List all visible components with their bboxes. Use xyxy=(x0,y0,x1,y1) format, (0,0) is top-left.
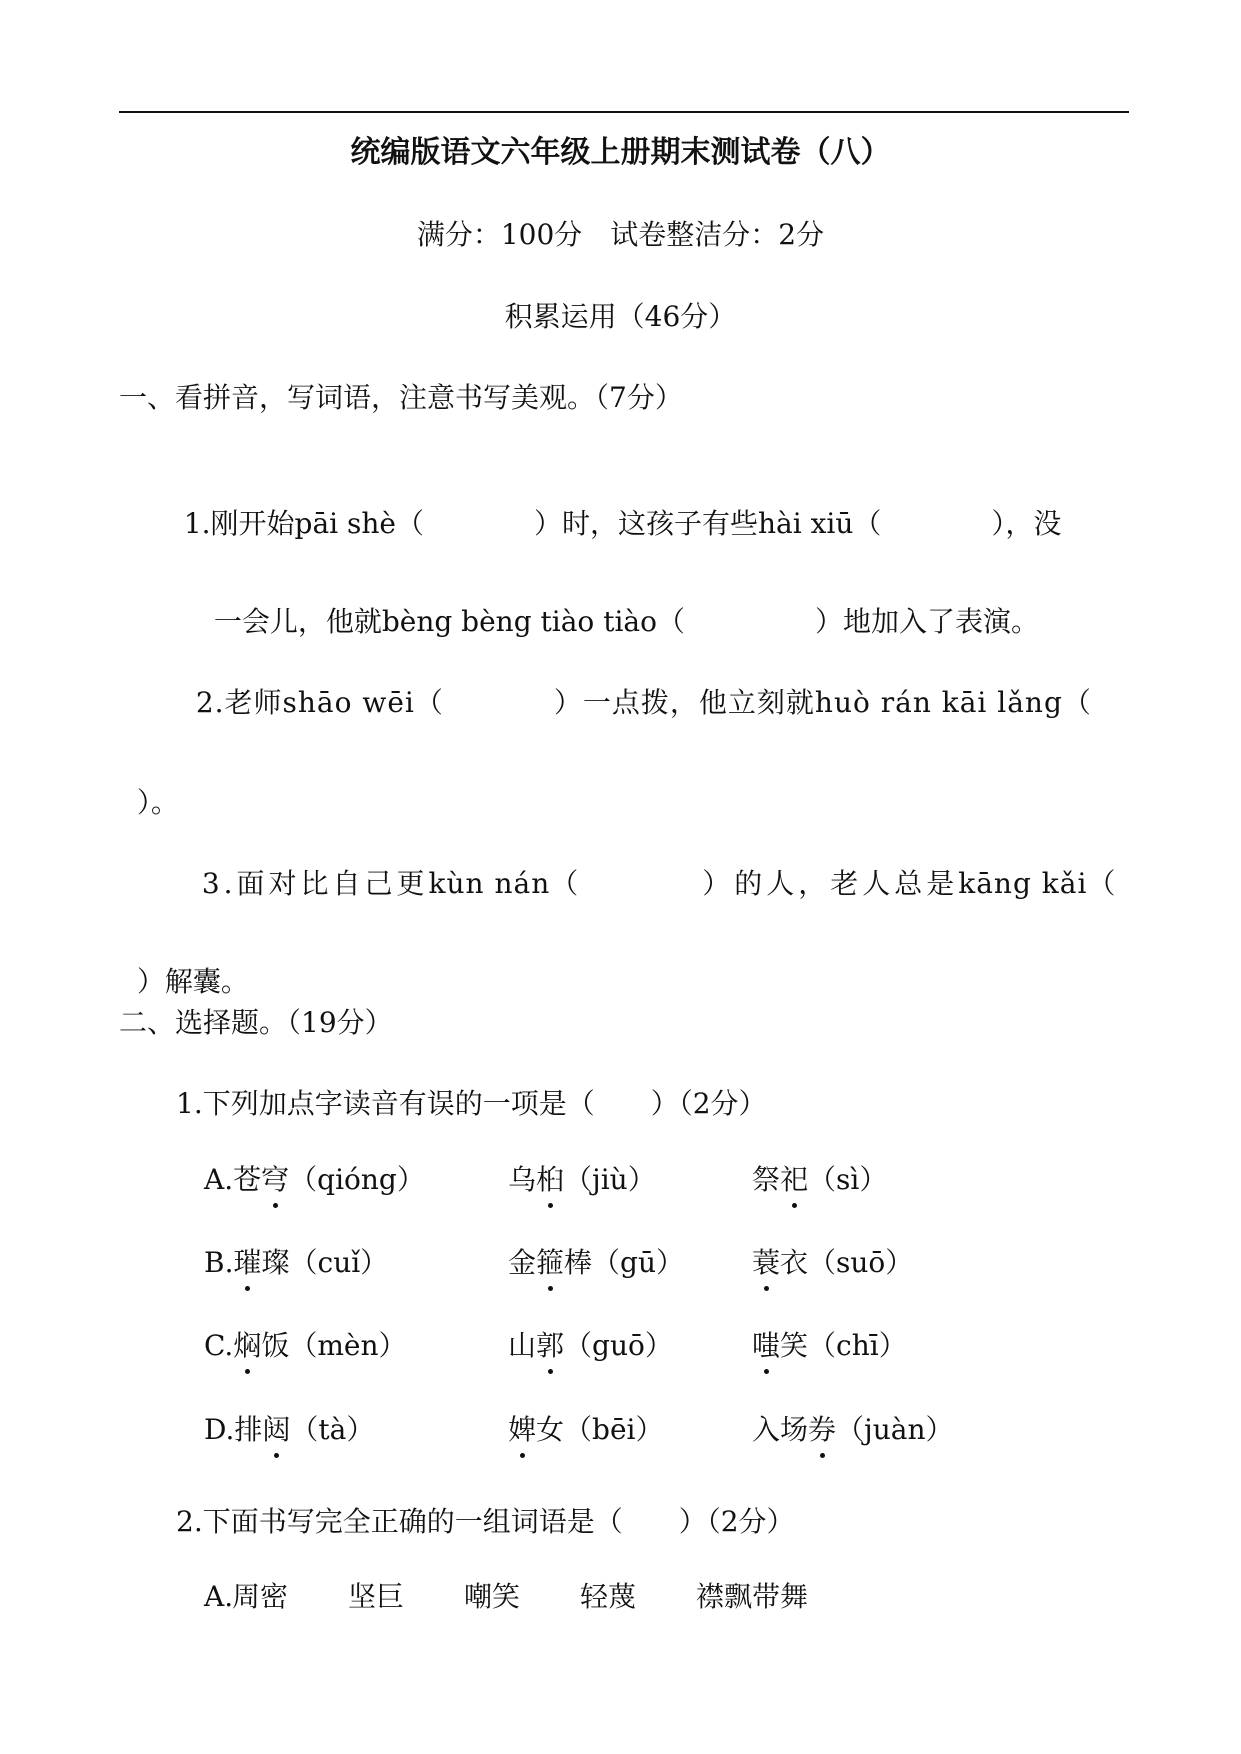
option-word: 祭 xyxy=(752,1163,781,1196)
option-word: 入场 xyxy=(752,1413,809,1446)
q1-bracket-open: （ xyxy=(656,605,685,638)
q3-pinyin-1: kùn nán xyxy=(428,867,551,900)
option-word: 璨 xyxy=(261,1246,290,1279)
question-1-1-cont xyxy=(196,562,1039,642)
section-title: 积累运用（46分） xyxy=(504,300,737,333)
dotted-char: 郭 xyxy=(536,1326,564,1366)
dotted-char: 璀 xyxy=(233,1243,261,1283)
header-rule xyxy=(119,111,1129,113)
q1-bracket-open: （ xyxy=(395,507,424,540)
option-word: 周密 xyxy=(232,1580,289,1613)
part2-heading: 二、选择题。（19分） xyxy=(119,1006,393,1039)
q1-text-e: ），没 xyxy=(991,507,1062,540)
dotted-char: 桕 xyxy=(536,1160,564,1200)
option-word: 嘲笑 xyxy=(464,1580,521,1613)
dotted-char: 祀 xyxy=(780,1160,808,1200)
q1-text-a: 1.刚开始 xyxy=(183,507,295,540)
q1-text-h: ）地加入了表演。 xyxy=(814,605,1039,638)
q1-pinyin-1: pāi shè xyxy=(294,507,396,540)
question-1-2-cont xyxy=(119,743,179,823)
option-pinyin: （juàn） xyxy=(836,1413,954,1446)
option-word: 襟飘带舞 xyxy=(696,1580,809,1613)
option-word: 乌 xyxy=(508,1163,537,1196)
option-word: 苍 xyxy=(233,1163,262,1196)
option-a-item xyxy=(752,1160,887,1200)
part1-heading: 一、看拼音，写词语，注意书写美观。（7分） xyxy=(119,381,683,414)
q1-pinyin-3: bèng bèng tiào tiào xyxy=(381,605,657,638)
q3-text-e: ）解囊。 xyxy=(136,965,249,998)
q3-pinyin-2: kāng kǎi xyxy=(958,867,1088,900)
option-word: 饭 xyxy=(261,1329,290,1362)
option-word: 衣 xyxy=(780,1246,809,1279)
option-word: 轻蔑 xyxy=(580,1580,637,1613)
q3-text-c: ）的人，老人总是 xyxy=(702,867,959,900)
question-1-3 xyxy=(176,824,1119,904)
q2-bracket-open: （ xyxy=(1062,686,1092,719)
dotted-char: 蓑 xyxy=(752,1243,780,1283)
dotted-char: 穹 xyxy=(261,1160,289,1200)
dotted-char: 箍 xyxy=(536,1243,564,1283)
option-label[interactable]: A. xyxy=(204,1580,234,1613)
score-info: 满分：100分 试卷整洁分：2分 xyxy=(416,218,825,251)
option-pinyin: （cuǐ） xyxy=(289,1246,389,1279)
question-1-3-cont xyxy=(119,922,249,1002)
option-word: 棒 xyxy=(564,1246,593,1279)
question-2-1-stem: 1.下列加点字读音有误的一项是（ ）（2分） xyxy=(176,1087,767,1120)
option-a-item xyxy=(204,1160,425,1200)
option-pinyin: （jiù） xyxy=(564,1163,656,1196)
q1-text-f: 一会儿，他就 xyxy=(213,605,382,638)
option-pinyin: （qióng） xyxy=(289,1163,425,1196)
question-1-2 xyxy=(176,643,1092,723)
option-pinyin: （tà） xyxy=(290,1413,375,1446)
q2-text-a: 2.老师 xyxy=(195,686,283,719)
dotted-char: 婢 xyxy=(508,1410,536,1450)
option-label[interactable]: A. xyxy=(204,1163,234,1196)
question-2-2-stem: 2.下面书写完全正确的一组词语是（ ）（2分） xyxy=(176,1505,795,1538)
q2-text-e: ）。 xyxy=(136,786,179,819)
q3-bracket-open: （ xyxy=(1087,867,1120,900)
option-label[interactable]: B. xyxy=(204,1246,234,1279)
q2-pinyin-1: shāo wēi xyxy=(282,686,415,719)
option-c-item xyxy=(752,1326,907,1366)
dotted-char: 券 xyxy=(808,1410,836,1450)
option-pinyin: （bēi） xyxy=(564,1413,664,1446)
option-b-item xyxy=(752,1243,913,1283)
q3-bracket-open: （ xyxy=(550,867,583,900)
q1-bracket-open: （ xyxy=(853,507,882,540)
option-label[interactable]: C. xyxy=(204,1329,234,1362)
option-pinyin: （mèn） xyxy=(289,1329,407,1362)
q1-text-c: ）时，这孩子有些 xyxy=(534,507,759,540)
q3-text-a: 3.面对比自己更 xyxy=(201,867,429,900)
option-b-item xyxy=(204,1243,388,1283)
q2-bracket-open: （ xyxy=(414,686,444,719)
option-label[interactable]: D. xyxy=(204,1413,235,1446)
option-pinyin: （guō） xyxy=(564,1329,673,1362)
option-pinyin: （suō） xyxy=(808,1246,914,1279)
option-c-item xyxy=(204,1326,407,1366)
option-pinyin: （chī） xyxy=(808,1329,907,1362)
option-pinyin: （sì） xyxy=(808,1163,888,1196)
option-word: 排 xyxy=(234,1413,263,1446)
q1-pinyin-2: hài xiū xyxy=(758,507,854,540)
dotted-char: 嗤 xyxy=(752,1326,780,1366)
option-word: 金 xyxy=(508,1246,537,1279)
option-b-item xyxy=(508,1243,684,1283)
option-d-item xyxy=(204,1410,374,1450)
q2-text-c: ）一点拨，他立刻就 xyxy=(553,686,815,719)
option-word: 笑 xyxy=(780,1329,809,1362)
option-a-item xyxy=(508,1160,656,1200)
option-word: 坚巨 xyxy=(348,1580,405,1613)
page-title: 统编版语文六年级上册期末测试卷（八） xyxy=(350,135,891,170)
option-c-item xyxy=(508,1326,673,1366)
option-d-item xyxy=(752,1410,953,1450)
dotted-char: 焖 xyxy=(233,1326,261,1366)
q2-pinyin-2: huò rán kāi lǎng xyxy=(814,686,1063,719)
option-word: 女 xyxy=(536,1413,565,1446)
question-1-1 xyxy=(166,464,1061,544)
option-pinyin: （gū） xyxy=(592,1246,685,1279)
dotted-char: 闼 xyxy=(262,1410,290,1450)
option-d-item xyxy=(508,1410,663,1450)
option-word: 山 xyxy=(508,1329,537,1362)
